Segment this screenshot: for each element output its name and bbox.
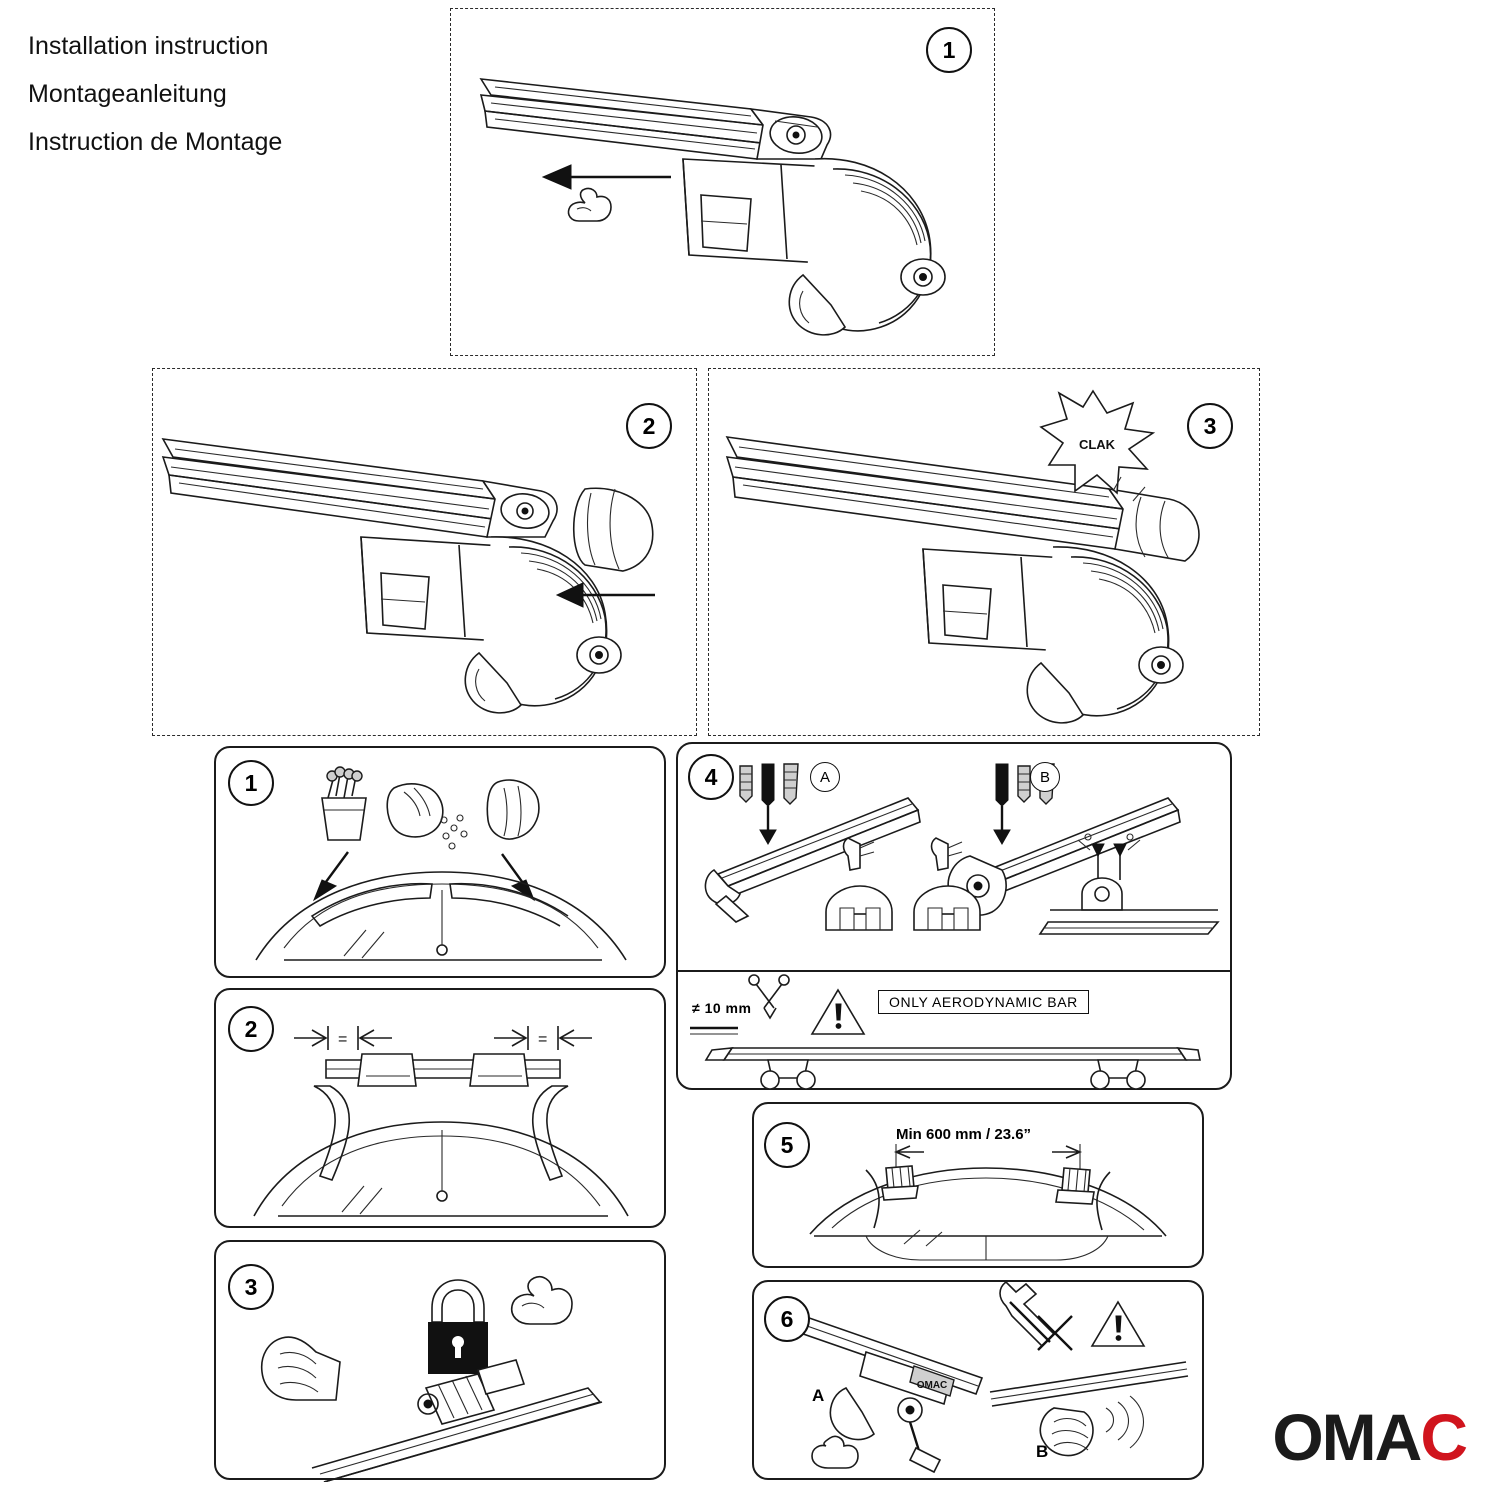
panel-right-step-5 [752, 1102, 1204, 1268]
step-badge-2: 2 [626, 403, 672, 449]
panel-left-step-3 [214, 1240, 666, 1480]
panel-2-illustration [153, 369, 698, 737]
panel-3-illustration [709, 369, 1261, 737]
title-block [28, 22, 428, 166]
title-line-de: Montageanleitung [28, 80, 227, 108]
variant-label-6b: B [1036, 1442, 1049, 1461]
no-wrench-icon [1000, 1282, 1072, 1350]
panel-left-step-1 [214, 746, 666, 978]
min-distance-label: Min 600 mm / 23.6” [892, 1126, 1035, 1143]
svg-text:CLAK: CLAK [1078, 437, 1116, 452]
step-badge-left-1: 1 [228, 760, 274, 806]
logo-letter-a: A [1374, 1400, 1421, 1474]
cut-length-label: ≠ 10 mm [692, 1000, 752, 1016]
scissors-icon [749, 975, 789, 1018]
title-line-en: Installation instruction [28, 32, 269, 60]
logo-letter-m: M [1321, 1400, 1375, 1474]
panel-left-step-2 [214, 988, 666, 1228]
svg-text:OMAC: OMAC [916, 1380, 948, 1391]
step-badge-right-5: 5 [764, 1122, 810, 1168]
panel-step-1 [450, 8, 995, 356]
panel-4-bottom-illustration [678, 972, 1234, 1090]
step-badge-1: 1 [926, 27, 972, 73]
step-badge-left-3: 3 [228, 1264, 274, 1310]
clak-burst [1041, 391, 1153, 493]
panel-6-illustration [754, 1282, 1206, 1482]
step-badge-3: 3 [1187, 403, 1233, 449]
panel-right-step-6 [752, 1280, 1204, 1480]
step-badge-left-2: 2 [228, 1006, 274, 1052]
variant-label-6a: A [812, 1386, 825, 1405]
aerodynamic-bar-warning: ONLY AERODYNAMIC BAR [878, 990, 1089, 1014]
padlock-icon [428, 1280, 488, 1374]
warning-triangle-icon [812, 990, 864, 1034]
panel-step-3 [708, 368, 1260, 736]
panel-left-3-illustration [216, 1242, 668, 1482]
logo-letter-o: O [1272, 1400, 1322, 1474]
logo-letter-c: C [1420, 1400, 1466, 1474]
step-badge-right-4: 4 [688, 754, 734, 800]
brand-logo [1272, 1400, 1466, 1474]
panel-step-2 [152, 368, 697, 736]
svg-text:=: = [538, 1031, 548, 1048]
panel-1-illustration [451, 9, 996, 357]
panel-left-1-illustration [216, 748, 668, 980]
panel-left-2-illustration [216, 990, 668, 1230]
variant-label-b: B [1030, 762, 1060, 792]
title-line-fr: Instruction de Montage [28, 128, 283, 156]
panel-right-step-4 [676, 742, 1232, 1090]
step-badge-right-6: 6 [764, 1296, 810, 1342]
variant-label-a: A [810, 762, 840, 792]
panel-4-top-illustration [678, 744, 1234, 974]
svg-text:=: = [338, 1031, 348, 1048]
warning-triangle-icon-6 [1092, 1302, 1144, 1346]
